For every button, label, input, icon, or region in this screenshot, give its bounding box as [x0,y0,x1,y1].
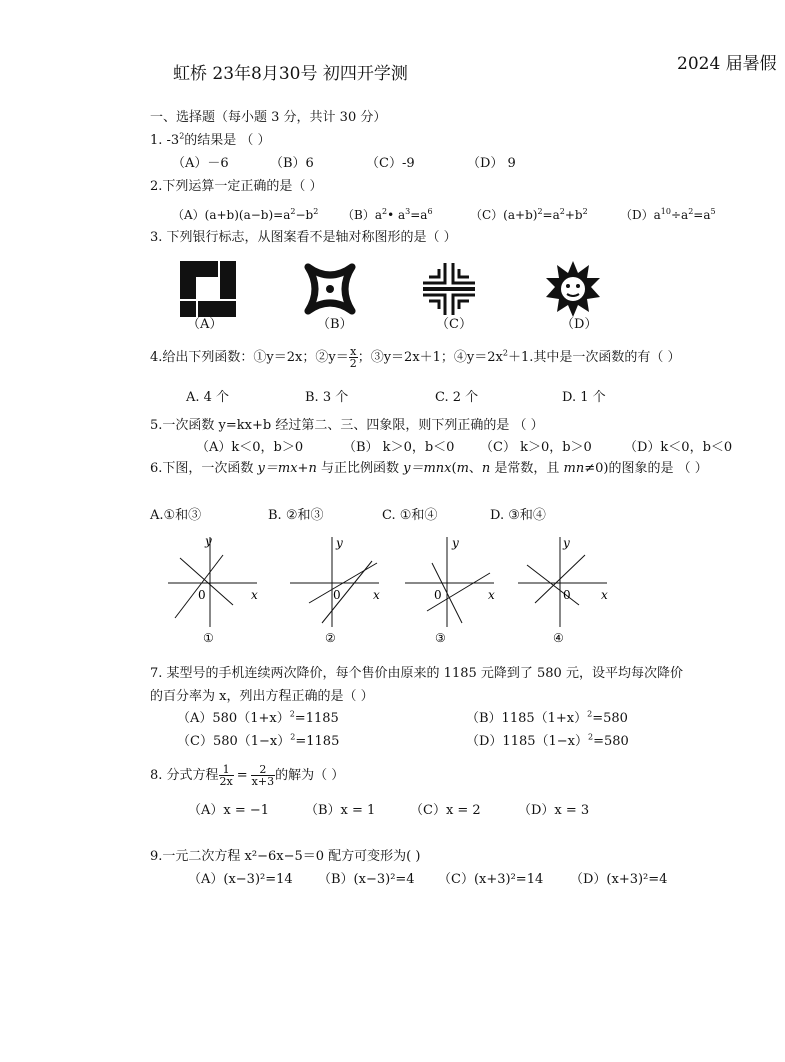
graph-number: ④ [553,631,564,645]
q9-option-b: （B）(x−3)²=4 [318,872,415,887]
q6-graph-1 [165,533,265,648]
graph-number: ① [203,631,214,645]
q4-fraction: $\frac{x}{2}$ [349,345,357,370]
q9-stem: 9.一元二次方程 x²−6x−5＝0 配方可变形为( ) [150,849,421,864]
q1-option-c: （C）-9 [366,156,415,171]
q9-option-d: （D）(x+3)²=4 [570,872,668,887]
q8-fraction-1: $\frac{1}{2x}$ [219,763,233,788]
axis-y-label: y [563,536,570,550]
origin-label: 0 [563,588,571,602]
q4-stem: 4.给出下列函数：①y＝2x；②y＝ $\frac{x}{2}$ ；③y＝2x＋1；$④y=2x^2+1$.其中是一次函数的有（ ） [150,345,681,370]
bank-logo-c-icon [421,261,477,317]
q3-label-b: （B） [317,317,353,332]
q6-graph-4 [515,533,615,648]
origin-label: 0 [198,588,206,602]
section-heading: 一、选择题（每小题 3 分，共计 30 分） [150,110,387,125]
page-title: 虹桥 23年8月30号 初四开学测 [173,64,408,84]
q6-option-a: A.①和③ [150,508,202,523]
q1-option-a: （A）－6 [172,156,229,171]
q2-stem: 2.下列运算一定正确的是（ ） [150,179,323,194]
q7-option-c: $(C)580(1-x)^2=1185$ [177,732,340,749]
axis-x-label: x [601,588,608,602]
q2-option-d: $(D)a^{10}\div a^2=a^5$ [620,207,716,222]
axis-y-label: y [452,536,459,550]
q5-option-a: （A）k＜0，b＞0 [196,440,304,455]
origin-label: 0 [333,588,341,602]
q7-stem-line1: 7. 某型号的手机连续两次降价，每个售价由原来的 1185 元降到了 580 元，设平均每次降价 [150,666,683,681]
q1-stem: 1. $-3^2$的结果是 （ ） [150,131,271,148]
q7-option-d: $(D)1185(1-x)^2=580$ [466,732,629,749]
bank-logo-a-icon [180,261,236,317]
q3-label-c: （C） [436,317,472,332]
q9-option-c: （C）(x+3)²=14 [438,872,544,887]
q8-option-b: （B）x = 1 [305,803,376,818]
q2-option-b: $(B)a^2•$ $a^3=a^6$ [342,207,433,222]
q3-stem: 3. 下列银行标志，从图案看不是轴对称图形的是（ ） [150,230,457,245]
q4-option-c: C. 2 个 [435,390,479,405]
graph-number: ② [325,631,336,645]
q9-option-a: （A）(x−3)²=14 [188,872,293,887]
q6-graph-3 [402,533,502,648]
q1-option-d: （D） 9 [467,156,516,171]
q6-stem: 6.下图，一次函数 y＝mx+n 与正比例函数 y＝mnx(m、n 是常数，且 mn≠0)的图象的是 （ ） [150,461,708,476]
q5-option-d: （D）k＜0，b＜0 [624,440,733,455]
q2-option-a: $(A)(a+b)(a-b)=a^2-b^2$ [172,207,319,222]
axis-x-label: x [488,588,495,602]
q8-fraction-2: $\frac{2}{x+3}$ [251,763,275,788]
graph-number: ③ [435,631,446,645]
q5-option-c: （C） k＞0，b＞0 [480,440,592,455]
q5-stem: 5.一次函数 y=kx+b 经过第二、三、四象限，则下列正确的是 （ ） [150,418,544,433]
q6-option-d: D. ③和④ [490,508,546,523]
q8-stem: 8. 分式方程 $\frac{1}{2x}$ = $\frac{2}{x+3}$ 的解为（ ） [150,763,345,788]
q4-option-d: D. 1 个 [562,390,606,405]
bank-logo-d-icon [543,259,603,319]
axis-y-label: y [336,536,343,550]
q5-option-b: （B） k＞0，b＜0 [343,440,455,455]
q7-option-b: $(B)1185(1+x)^2=580$ [466,709,628,726]
q7-option-a: $(A)580(1+x)^2=1185$ [177,709,339,726]
q1-option-b: （B）6 [270,156,314,171]
q6-graph-2 [287,533,387,648]
q4-option-b: B. 3 个 [305,390,349,405]
q8-option-a: （A）x = −1 [188,803,270,818]
q4-option-a: A. 4 个 [186,390,230,405]
q3-label-d: （D） [561,317,598,332]
origin-label: 0 [434,588,442,602]
q3-label-a: （A） [187,317,223,332]
bank-logo-b-icon [300,261,360,317]
q7-stem-line2: 的百分率为 x，列出方程正确的是（ ） [150,689,374,704]
axis-x-label: x [251,588,258,602]
q8-option-d: （D）x = 3 [518,803,590,818]
axis-x-label: x [373,588,380,602]
q8-option-c: （C）x = 2 [410,803,481,818]
q2-option-c: $(C)(a+b)^2=a^2+b^2$ [470,207,588,222]
axis-y-label: y [205,534,212,548]
q6-option-b: B. ②和③ [268,508,324,523]
corner-label: 2024 届暑假 [677,54,777,74]
q6-option-c: C. ①和④ [382,508,438,523]
